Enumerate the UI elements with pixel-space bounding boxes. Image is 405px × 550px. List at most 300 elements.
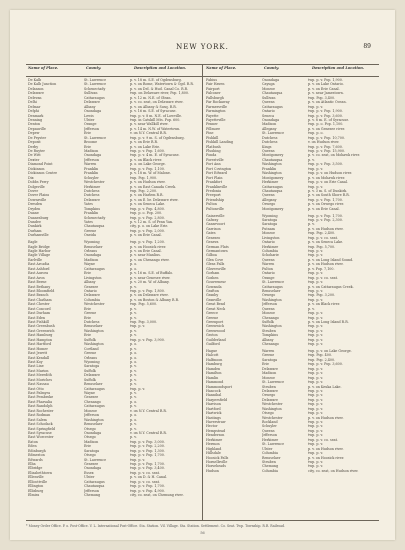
place-name: East Chester: [28, 302, 50, 307]
place-description: twp. p. v. 4 m. E. of Syracuse.: [130, 153, 180, 158]
county-name: Erie: [84, 333, 91, 338]
place-description: p. v. on Erie Canal.: [130, 249, 162, 254]
county-name: Washington: [262, 324, 282, 329]
place-name: East Salem: [28, 417, 47, 422]
county-name: Oswego: [262, 293, 276, 298]
place-description: twp. p. v.: [308, 324, 324, 329]
place-name: Fort Edward: [206, 171, 228, 176]
place-description: v. on N.Y. Central R.R.: [130, 430, 167, 435]
place-name: Grafton: [206, 288, 219, 293]
place-name: Fairport: [206, 86, 220, 91]
county-name: St. Lawrence: [262, 131, 285, 136]
place-name: Farmersville: [206, 104, 227, 109]
place-description: twp. p. v. Pop. 1,700.: [308, 213, 343, 218]
place-description: twp. p. v. 8 m. N.E. of Lowville.: [130, 113, 182, 118]
county-name: Herkimer: [262, 244, 279, 249]
county-name: Ontario: [262, 271, 275, 276]
place-description: p. v. on Seneca Lake.: [130, 202, 166, 207]
county-name: Onondaga: [262, 117, 280, 122]
county-name: Westchester: [84, 302, 105, 307]
county-name: Westchester: [84, 180, 105, 185]
county-name: Westchester: [262, 402, 283, 407]
place-description: twp. p. v. Pop. 10,700.: [308, 135, 345, 140]
place-name: East Moriches: [28, 377, 53, 382]
county-name: Washington: [84, 342, 104, 347]
place-description: p. v. 18 m. S.E. of Ogdensburg.: [130, 78, 182, 82]
county-name: Queens: [262, 428, 275, 433]
place-name: Dix: [28, 175, 34, 180]
place-name: Hillsdale: [206, 451, 221, 456]
place-description: twp. p. v.: [130, 386, 146, 391]
county-name: Genesee: [84, 462, 99, 467]
place-description: p. v. 20 m. W. of Albany.: [130, 280, 170, 285]
place-name: Garrison: [206, 226, 221, 231]
place-name: Dundee: [28, 220, 41, 224]
place-name: East Line: [28, 364, 44, 369]
place-name: Eagle Bridge: [28, 244, 50, 249]
county-name: Warren: [84, 162, 97, 167]
place-description: p. v. near Genesee river.: [130, 275, 171, 280]
place-description: twp. p. v.: [308, 388, 324, 393]
place-description: p. v.: [130, 306, 137, 311]
place-description: p. v. on Seneca Lake.: [308, 240, 344, 245]
county-name: Erie: [84, 315, 91, 320]
place-description: p. v. on Black river.: [308, 302, 340, 307]
place-name: East Branch: [28, 293, 49, 298]
place-name: Dolgeville: [28, 184, 45, 189]
county-name: Delaware: [84, 197, 100, 202]
county-name: Erie: [84, 444, 91, 449]
county-name: Washington: [262, 162, 282, 167]
place-name: Fayette: [206, 113, 219, 118]
place-name: Edinburgh: [28, 448, 46, 453]
county-name: Delaware: [262, 366, 278, 371]
county-name: Chautauqua: [84, 484, 105, 489]
place-description: twp. Pop. 3,200.: [308, 293, 336, 298]
place-name: Hudson: [206, 468, 219, 473]
county-name: Delaware: [84, 293, 100, 298]
place-description: twp. p. v.: [308, 402, 324, 407]
place-name: Fort Plain: [206, 175, 223, 180]
county-name: Delaware: [84, 100, 100, 105]
county-name: Franklin: [84, 211, 99, 216]
county-name: Washington: [262, 297, 282, 302]
place-description: twp. p. v. Pop. 3,400.: [130, 466, 165, 471]
right-column: [206, 78, 378, 518]
place-name: East Rochester: [28, 408, 54, 413]
place-name: Flushing: [206, 149, 221, 153]
place-name: Fultonville: [206, 206, 224, 211]
place-description: twp. p. v. Pop. 3,600.: [308, 113, 343, 118]
place-name: Granby: [206, 293, 219, 298]
county-name: Erie: [84, 131, 91, 136]
place-description: twp. p. v. Pop. 2,300.: [308, 217, 343, 222]
place-description: twp. p. v.: [308, 393, 324, 398]
county-name: Queens: [262, 257, 275, 262]
place-name: Gorham: [206, 271, 220, 276]
place-name: Forestville: [206, 157, 224, 162]
place-name: Halfmoon: [206, 357, 223, 362]
place-name: Frankfort: [206, 180, 223, 185]
county-name: Schuyler: [84, 175, 99, 180]
place-description: p. v. on Boston & Albany R.R.: [130, 297, 180, 302]
place-description: v. on N.Y. Central R.R.: [130, 408, 167, 413]
place-description: p. v.: [130, 382, 137, 387]
place-name: East Hamburg: [28, 333, 53, 338]
place-description: twp. p. v.: [308, 397, 324, 402]
place-description: twp. p. v. Pop. 1,900.: [308, 109, 343, 114]
page-title: NEW YORK.: [176, 43, 229, 51]
place-description: p. v.: [130, 284, 137, 289]
left-header-name: Name of Place.: [28, 66, 59, 70]
county-name: Rensselaer: [84, 244, 103, 249]
place-name: Glen Cove: [206, 257, 224, 262]
county-name: Jefferson: [84, 413, 99, 418]
place-name: Denning: [28, 117, 43, 122]
county-name: Chemung: [84, 493, 101, 498]
place-description: twp. p. v.: [308, 451, 324, 456]
place-name: Dobbs Ferry: [28, 180, 49, 185]
place-description: p. v. on Hoosick river.: [130, 244, 167, 249]
place-name: East Arcadia: [28, 262, 50, 267]
left-header-description: Description and Location.: [134, 66, 187, 70]
county-name: Erie: [262, 362, 269, 367]
place-description: twp. p. v. Pop. 4,800.: [130, 206, 165, 211]
place-name: Deposit: [28, 140, 41, 145]
place-description: p. v. on Chenango river.: [130, 257, 170, 262]
place-description: twp. p. v. Pop. 7,600.: [308, 144, 343, 149]
county-name: Rockland: [262, 420, 278, 425]
place-description: p. v. 12 m. N.E. of Olean.: [130, 95, 172, 100]
county-name: Orleans: [84, 355, 98, 360]
place-name: Hartwick: [206, 411, 222, 416]
place-name: Duanesburg: [28, 215, 49, 220]
place-description: p. v.: [130, 328, 137, 333]
place-name: Eaton: [28, 439, 38, 444]
county-name: Chenango: [262, 315, 279, 320]
place-description: twp. p. v.: [308, 342, 324, 347]
county-name: Queens: [262, 193, 275, 198]
county-name: St. Lawrence: [84, 78, 107, 82]
place-description: p. v. near Manlius.: [130, 253, 161, 258]
place-name: Dryden: [28, 206, 41, 211]
place-description: p. v. 16 m. S.E. of Buffalo.: [130, 271, 174, 276]
place-description: p. v. on Hoosick river.: [308, 455, 345, 460]
county-name: Fulton: [262, 266, 273, 271]
county-name: Franklin: [84, 171, 99, 176]
place-description: twp. p. v. Pop. 1,800.: [130, 288, 165, 293]
place-name: Fonda: [206, 153, 217, 158]
place-description: p. v. near Jamestown.: [308, 91, 344, 96]
county-name: Albany: [84, 280, 96, 285]
place-name: East Otto: [28, 386, 44, 391]
place-description: p. v. near Wallkill river.: [130, 122, 169, 127]
place-description: p. o.: [130, 266, 138, 271]
place-description: v. on Hudson river.: [308, 140, 340, 145]
place-description: p. v. on Cattaraugus Creek.: [308, 284, 354, 289]
place-name: Fair Haven: [206, 82, 225, 87]
county-name: Washington: [262, 406, 282, 411]
county-name: Rensselaer: [262, 288, 281, 293]
county-name: Rensselaer: [84, 324, 103, 329]
place-description: twp. p. v. Pop. 1,700.: [130, 462, 165, 467]
county-name: Washington: [262, 171, 282, 176]
place-name: Eden: [28, 444, 37, 449]
place-description: p. v. Pop. 7,100.: [308, 266, 335, 271]
gazetteer-entry: [28, 493, 200, 497]
place-description: p. v. on Erie Canal.: [308, 206, 340, 211]
place-name: Dickinson: [28, 166, 45, 171]
place-name: Downsville: [28, 197, 47, 202]
county-name: Franklin: [262, 166, 277, 171]
county-name: Genesee: [84, 284, 99, 289]
place-name: Denmark: [28, 113, 44, 118]
place-name: Harrison: [206, 402, 221, 407]
county-name: Queens: [262, 149, 275, 153]
place-name: Eagle Harbor: [28, 249, 51, 254]
place-name: Hamilton: [206, 371, 222, 376]
place-description: v. on N.Y. Central R.R.: [130, 131, 167, 136]
place-name: Freeport: [206, 193, 221, 198]
county-name: Schenectady: [84, 215, 106, 220]
place-description: p. v.: [130, 391, 137, 396]
county-name: Herkimer: [262, 437, 279, 442]
county-name: Saratoga: [262, 357, 278, 362]
county-name: Rensselaer: [84, 382, 103, 387]
place-description: twp. p. v.: [308, 166, 324, 171]
place-name: Duane: [28, 211, 39, 216]
county-name: Onondaga: [84, 253, 102, 258]
atlas-page: [10, 10, 395, 540]
county-name: Steuben: [262, 384, 276, 389]
place-name: Hancock: [206, 388, 221, 393]
county-name: Livingston: [84, 275, 102, 280]
place-name: Gowanda: [206, 284, 222, 289]
place-name: Hartford: [206, 406, 221, 411]
place-name: Elba: [28, 462, 36, 467]
place-description: p. v.: [130, 315, 137, 320]
place-name: Derby: [28, 144, 39, 149]
place-name: Edmeston: [28, 453, 45, 458]
county-name: Allegany: [262, 126, 277, 131]
place-name: East Eden: [28, 315, 46, 320]
place-description: p. o.: [130, 399, 138, 404]
county-name: Suffolk: [262, 320, 274, 325]
place-description: p. o.: [130, 342, 138, 347]
place-description: p. v. on Rome, Watertown & Ogd. R.R.: [130, 82, 194, 87]
place-description: p. o.: [130, 359, 138, 364]
county-name: Erie: [84, 306, 91, 311]
place-name: De Ruyter: [28, 149, 45, 153]
bottom-rule: [26, 520, 379, 521]
county-name: St. Lawrence: [262, 442, 285, 447]
place-description: twp. p. v.: [308, 459, 324, 464]
place-description: p. v.: [130, 364, 137, 369]
place-name: Great Neck: [206, 306, 226, 311]
place-name: Hamburg: [206, 362, 222, 367]
place-description: twp. p. v.: [308, 464, 324, 469]
place-name: Hammondsport: [206, 384, 232, 389]
place-name: East Nassau: [28, 382, 49, 387]
right-header-county: County.: [264, 66, 280, 70]
county-name: Monroe: [262, 375, 275, 380]
county-name: Suffolk: [84, 337, 96, 342]
place-description: p. v. on D. & H. Canal.: [130, 475, 168, 480]
place-name: Elizabethtown: [28, 470, 52, 475]
place-description: p. v. on Hudson river.: [308, 415, 344, 420]
county-name: Monroe: [262, 86, 275, 91]
place-name: East Durham: [28, 311, 50, 316]
place-description: twp. p. v.: [308, 420, 324, 425]
place-description: p. v. on Long Island R.R.: [308, 320, 349, 325]
county-name: Suffolk: [84, 368, 96, 373]
place-description: twp. p. v. Pop. 1,200.: [130, 240, 165, 245]
place-name: East Rodman: [28, 413, 51, 418]
county-name: Jefferson: [84, 488, 99, 493]
place-name: Hornellsville: [206, 459, 228, 464]
place-name: Falconer: [206, 91, 221, 96]
place-description: twp. in Catskill Mts. Pop. 600.: [130, 117, 181, 122]
county-name: Jefferson: [262, 302, 277, 307]
county-name: Schoharie: [262, 253, 279, 258]
county-name: Otsego: [84, 435, 96, 440]
place-name: Geneva: [206, 240, 219, 245]
place-name: Henderson: [206, 433, 225, 438]
place-name: Depauville: [28, 126, 46, 131]
place-name: Hector: [206, 424, 218, 429]
county-name: Cattaraugus: [84, 404, 105, 409]
place-name: East Kendall: [28, 355, 50, 360]
place-name: Ellisburg: [28, 488, 44, 493]
place-name: Durhamville: [28, 233, 49, 238]
county-name: Cattaraugus: [84, 95, 105, 100]
county-name: Schuyler: [262, 424, 277, 429]
place-name: Hermon: [206, 442, 220, 447]
county-name: Tompkins: [262, 333, 279, 338]
place-description: twp. p. v. Pop. 3,500.: [308, 162, 343, 167]
county-name: Onondaga: [262, 78, 280, 82]
place-name: German Flats: [206, 244, 229, 249]
place-name: Fishkill: [206, 135, 219, 140]
county-name: Erie: [84, 144, 91, 149]
county-name: Madison: [262, 371, 277, 376]
place-description: p. v. on South Shore R.R.: [308, 193, 350, 198]
place-name: East Koy: [28, 359, 43, 364]
county-name: Otsego: [84, 453, 96, 458]
place-description: twp. p. v. co. seat.: [308, 437, 338, 442]
county-name: Madison: [84, 149, 99, 153]
place-name: Gloversville: [206, 266, 226, 271]
county-name: Chemung: [262, 464, 279, 469]
place-description: p. v. 14 m. N.W. of Watertown.: [130, 126, 181, 131]
place-name: Hastings: [206, 415, 221, 420]
county-name: Monroe: [262, 231, 275, 236]
place-name: Gilboa: [206, 253, 217, 258]
place-name: Hempstead: [206, 428, 226, 433]
place-description: twp. p. v.: [308, 104, 324, 109]
county-name: Dutchess: [84, 188, 100, 193]
place-description: p. v. on Harlem R.R.: [130, 193, 164, 198]
place-description: p. v. co. seat, on Mohawk river.: [308, 153, 360, 158]
place-name: East Homer: [28, 346, 48, 351]
place-name: Dover Plains: [28, 193, 50, 198]
place-name: Hannibal: [206, 393, 222, 398]
county-name: Livingston: [262, 235, 280, 240]
place-description: twp. p. v.: [308, 337, 324, 342]
county-name: Madison: [84, 439, 99, 444]
county-name: Chautauqua: [262, 91, 283, 96]
place-description: p. v. on Oswego river.: [308, 202, 344, 207]
county-name: Dutchess: [262, 140, 278, 145]
place-name: Eagle: [28, 240, 38, 245]
place-name: Fenner: [206, 122, 218, 127]
place-description: twp. p. v. co. seat.: [308, 235, 338, 240]
place-name: Far Rockaway: [206, 100, 230, 105]
county-name: Onondaga: [84, 109, 102, 114]
place-description: p. v. on East Canada Creek.: [130, 184, 177, 189]
place-name: Guilford: [206, 342, 220, 347]
place-description: twp. p. v. Pop. 4,900.: [130, 488, 165, 493]
county-name: Westchester: [262, 415, 283, 420]
place-name: East Avon: [28, 275, 45, 280]
county-name: Monroe: [84, 408, 97, 413]
place-description: twp. p. v.: [308, 380, 324, 385]
place-description: twp. p. v.: [308, 375, 324, 380]
county-name: Greene: [84, 228, 97, 233]
place-description: p. v.: [130, 422, 137, 427]
place-description: twp. p. v.: [308, 184, 324, 189]
county-name: Dutchess: [84, 193, 100, 198]
place-name: East Schodack: [28, 422, 53, 427]
county-name: Queens: [262, 100, 275, 105]
place-description: p. v. on Del. & Hud. Canal Co. R.R.: [130, 86, 189, 91]
county-name: Montgomery: [262, 175, 284, 180]
gazetteer-entry: [206, 469, 378, 473]
place-description: twp. p. v. Pop. 1,900.: [308, 78, 343, 82]
county-name: Madison: [262, 122, 277, 127]
place-description: twp. p. v.: [308, 280, 324, 285]
county-name: Cayuga: [262, 82, 275, 87]
place-name: East Chatham: [28, 297, 52, 302]
county-name: Dutchess: [262, 135, 278, 140]
place-description: p. v. 8 m. E. of Syracuse.: [308, 117, 350, 122]
place-name: Delevan: [28, 95, 42, 100]
place-name: Fillmore: [206, 126, 221, 131]
county-name: Wyoming: [262, 213, 278, 218]
place-description: p. v. co. seat, on Delaware river.: [130, 100, 184, 105]
county-name: Cattaraugus: [84, 266, 105, 271]
place-name: Gansevoort: [206, 222, 226, 227]
place-name: Guilderland: [206, 337, 226, 342]
place-name: Gouverneur: [206, 280, 226, 285]
place-description: twp. on Delaware river, Pop. 1,800.: [130, 91, 190, 96]
place-name: Halcott: [206, 353, 219, 358]
place-description: p. v. on Mohawk river.: [308, 175, 345, 180]
county-name: Herkimer: [262, 180, 279, 185]
place-name: Dunkirk: [28, 224, 42, 229]
place-name: Delhi: [28, 100, 37, 105]
place-description: twp. Pop. 2,400.: [308, 357, 336, 362]
page-header: [10, 43, 395, 53]
place-description: p. v. on Hudson river.: [308, 262, 344, 267]
county-name: Saratoga: [262, 222, 278, 227]
place-description: twp. p. v. Pop. 1,700.: [308, 197, 343, 202]
place-description: twp. p. v.: [130, 457, 146, 462]
place-description: p. v.: [308, 222, 315, 227]
county-name: Greene: [262, 353, 275, 358]
county-name: Sullivan: [262, 95, 276, 100]
place-name: Great Bend: [206, 302, 226, 307]
